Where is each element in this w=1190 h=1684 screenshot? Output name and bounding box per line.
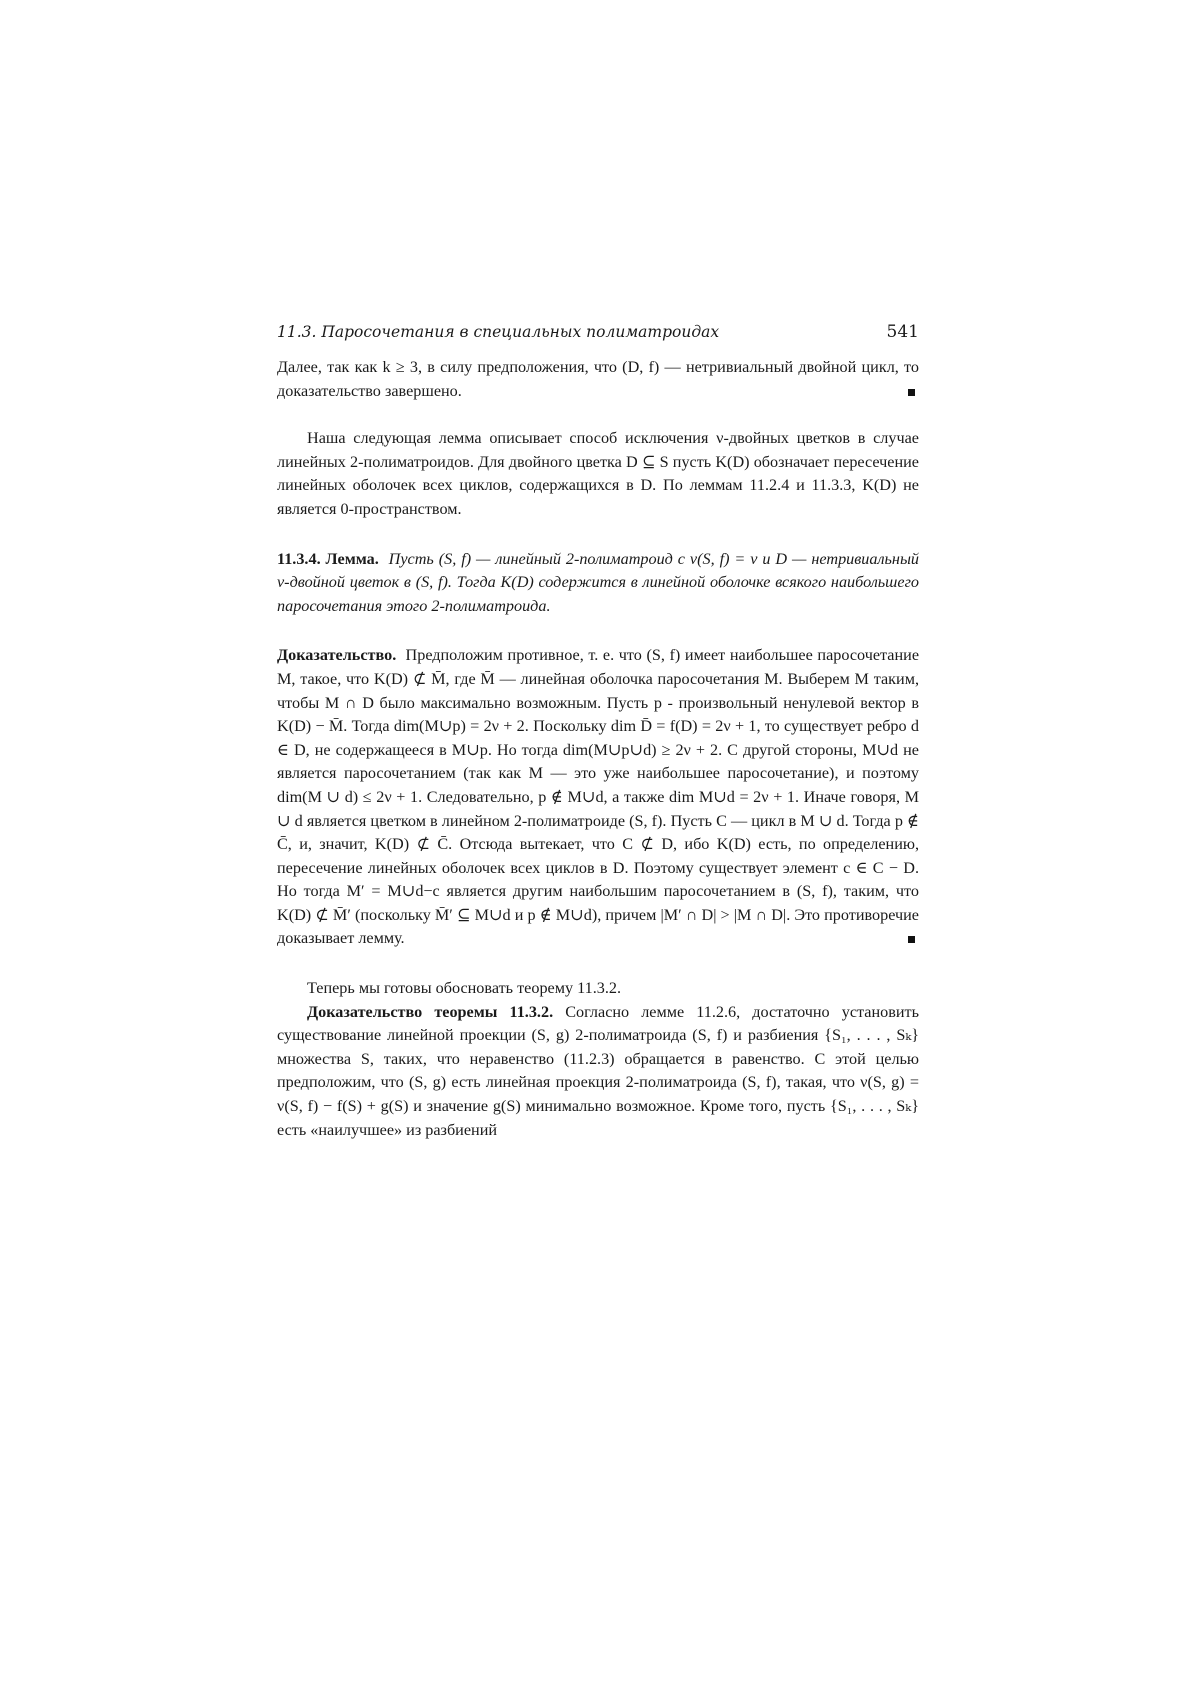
paragraph-lemma-intro: Наша следующая лемма описывает способ исключения ν-двойных цветков в случае линейных 2-полиматроидов. Для двойного цветка D ⊆ S пусть K(D) обозначает пересечение линейных оболочек всех циклов, содержащихся в D. По леммам 11.2.4 и 11.3.3, K(D) не является 0-пространством. [277,429,919,518]
running-head [277,322,919,356]
paragraph-continuation-text: Далее, так как k ≥ 3, в силу предположения, что (D, f) — нетривиальный двойной цикл, то доказательство завершено. [277,358,919,400]
page [277,322,919,1142]
proof-block [277,644,919,951]
qed-square-icon [908,389,915,396]
theorem-proof-block [277,1001,919,1143]
paragraph-ready: Теперь мы готовы обосновать теорему 11.3.2. [307,979,622,998]
proof-text: Предположим противное, т. е. что (S, f) имеет наибольшее паросочетание M, такое, что K(D) ⊄ M̄, где M̄ — линейная оболочка паросочетания M. Выберем M таким, чтобы M ∩ D было максимально возможным. Пусть p - произвольный ненулевой вектор в K(D) − M̄. Тогда dim(M∪p) = 2ν + 2. Поскольку dim D̄ = f(D) = 2ν + 1, то существует ребро d ∈ D, не содержащееся в M∪p. Но тогда dim(M∪p∪d) ≥ 2ν + 2. С другой стороны, M∪d не является паросочетанием (так как M — это уже наибольшее паросочетание), и поэтому dim(M ∪ d) ≤ 2ν + 1. Следовательно, p ∉ M∪d, а также dim M∪d = 2ν + 1. Иначе говоря, M ∪ d является цветком в линейном 2-полиматроиде (S, f). Пусть C — цикл в M ∪ d. Тогда p ∉ C̄, и, значит, K(D) ⊄ C̄. Отсюда вытекает, что C ⊄ D, ибо K(D) есть, по определению, пересечение линейных оболочек всех циклов в D. Поэтому существует элемент c ∈ C − D. Но тогда M′ = M∪d−c является другим наибольшим паросочетанием в (S, f), таким, что K(D) ⊄ M̄′ (поскольку M̄′ ⊆ M∪d и p ∉ M∪d), причем |M′ ∩ D| > |M ∩ D|. Это противоречие доказывает лемму. [277,646,920,948]
lemma-heading: 11.3.4. Лемма. [277,549,379,568]
proof-heading: Доказательство. [277,646,397,665]
qed-square-icon [908,936,915,943]
theorem-proof-text: Согласно лемме 11.2.6, достаточно установить существование линейной проекции (S, g) 2-полиматроида (S, f) и разбиения {S₁, . . . , Sₖ} множества S, таких, что неравенство (11.2.3) обращается в равенство. С этой целью предположим, что (S, g) есть линейная проекция 2-полиматроида (S, f), такая, что ν(S, g) = ν(S, f) − f(S) + g(S) и значение g(S) минимально возможное. Кроме того, пусть {S₁, . . . , Sₖ} есть «наилучшее» из разбиений [277,1002,919,1139]
lemma-statement: Пусть (S, f) — линейный 2-полиматроид с ν(S, f) = ν и D — нетривиальный ν-двойной цветок в (S, f). Тогда K(D) содержится в линейной оболочке всякого наибольшего паросочетания этого 2-полиматроида. [277,549,919,615]
lemma-block [277,548,919,619]
paragraph-continuation [277,356,919,403]
page-number: 541 [886,322,919,342]
theorem-proof-heading: Доказательство теоремы 11.3.2. [307,1002,554,1021]
running-title: 11.3. Паросочетания в специальных полиматроидах [277,323,720,341]
